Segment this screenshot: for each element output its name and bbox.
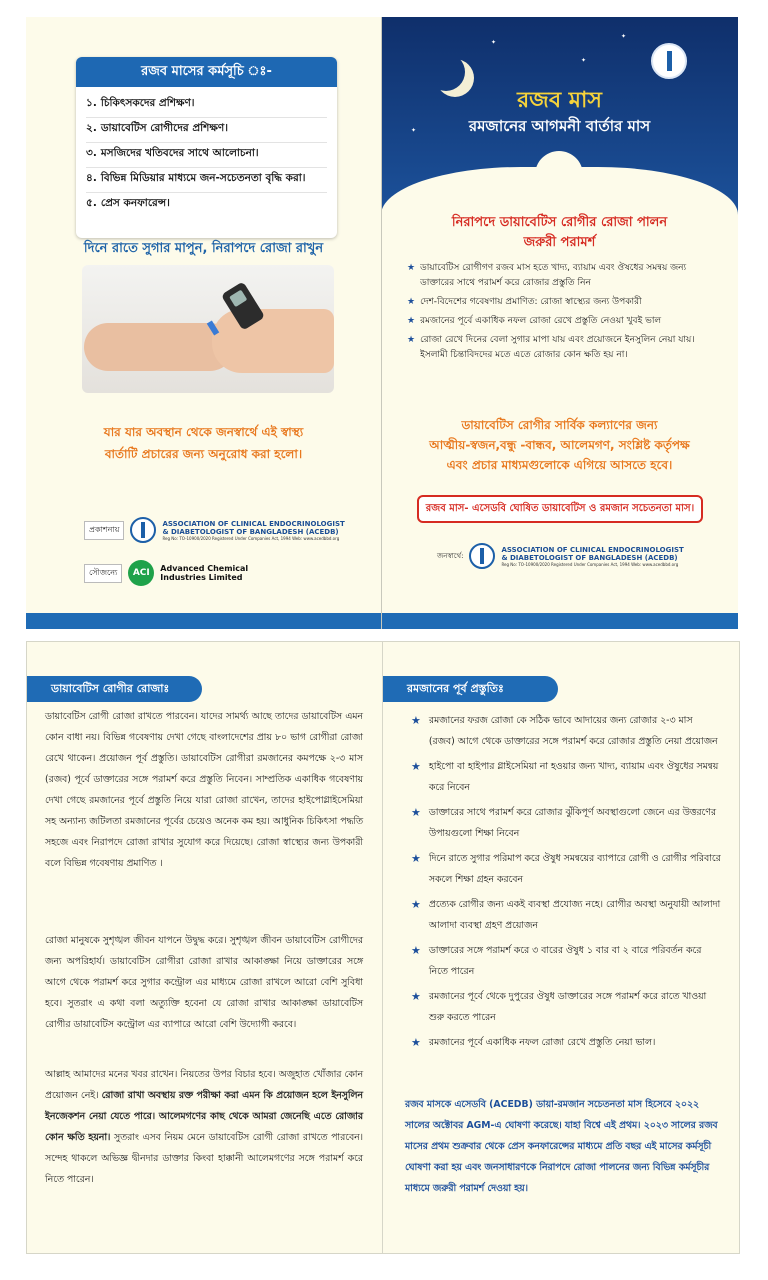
star-icon: ✦ bbox=[411, 127, 417, 134]
bottom-bar bbox=[381, 613, 738, 629]
advice-item: ★ রোজা রেখে দিনের বেলা সুগার মাপা যায় এবং প্রয়োজনে ইনসুলিন নেয়া যায়। ইসলামী চিন্তাবিদদের মতে এতে রোজার কোন ক্ষতি হয় না। bbox=[407, 333, 717, 363]
star-icon: ✦ bbox=[491, 39, 497, 46]
program-item: ১. চিকিৎসকদের প্রশিক্ষণ। bbox=[86, 93, 327, 118]
program-title: রজব মাসের কর্মসূচি ঃ- bbox=[76, 57, 337, 87]
preparation-item: ★ হাইপো বা হাইপার গ্লাইসেমিয়া না হওয়ার জন্য খাদ্য, ব্যায়াম এবং ঔষুধের সমন্বয় করে নিবেন bbox=[411, 756, 721, 798]
sponsor-name: Advanced Chemical Industries Limited bbox=[160, 564, 249, 582]
preparation-section-header: রমজানের পূর্ব প্রস্তুতিঃ bbox=[383, 676, 558, 702]
advice-item: ★ ডায়াবেটিস রোগীগণ রজব মাস হতে খাদ্য, ব্যায়াম এবং ঔষধের সমন্বয় জন্য ডাক্তারের সাথে পরামর্শ করে রোজার প্রস্তুতি নিন bbox=[407, 261, 717, 291]
sugar-heading: দিনে রাতে সুগার মাপুন, নিরাপদে রোজা রাখুন bbox=[83, 241, 324, 256]
star-bullet-icon: ★ bbox=[407, 297, 416, 307]
preparation-item: ★ দিনে রাতে সুগার পরিমাপ করে ঔষুধ সমন্বয়ের ব্যাপারে রোগী ও রোগীর পরিবারে সকলে শিক্ষা গ্রহন করবেন bbox=[411, 848, 721, 890]
star-bullet-icon: ★ bbox=[407, 316, 416, 326]
program-box bbox=[76, 57, 337, 238]
star-bullet-icon: ★ bbox=[411, 806, 421, 819]
star-bullet-icon: ★ bbox=[407, 263, 416, 273]
star-bullet-icon: ★ bbox=[411, 944, 421, 957]
acedb-logo-icon bbox=[469, 543, 495, 569]
welfare-text: ডায়াবেটিস রোগীর সার্বিক কল্যাণের জন্য আত্মীয়-স্বজন,বন্ধু -বান্ধব, আলেমগণ, সংশ্লিষ্ট কর্তৃপক্ষ এবং প্রচার মাধ্যমগুলোকে এগিয়ে আসতে হবে। bbox=[429, 418, 690, 472]
program-item: ৫. প্রেস কনফারেন্স। bbox=[86, 197, 170, 209]
acedb-logo-icon bbox=[651, 43, 687, 79]
preparation-item: ★ রমজানের ফরজ রোজা কে সঠিক ভাবে আদায়ের জন্য রোজার ২-৩ মাস (রজব) আগে থেকে ডাক্তারের সঙ্গে পরামর্শ করে রোজার প্রস্তুতি নেয়া প্রয়োজন bbox=[411, 710, 721, 752]
preparation-item: ★ ডাক্তারের সঙ্গে পরামর্শ করে ৩ বারের ঔষুধ ১ বার বা ২ বারে পরিবর্তন করে নিতে পারেন bbox=[411, 940, 721, 982]
star-icon: ✦ bbox=[581, 57, 587, 64]
advice-title: নিরাপদে ডায়াবেটিস রোগীর রোজা পালন জরুরী পরামর্শ bbox=[451, 215, 668, 250]
program-item: ২. ডায়াবেটিস রোগীদের প্রশিক্ষণ। bbox=[86, 118, 327, 143]
publisher-row bbox=[84, 517, 345, 543]
star-bullet-icon: ★ bbox=[411, 1036, 421, 1049]
publisher-name: ASSOCIATION OF CLINICAL ENDOCRINOLOGIST & DIABETOLOGIST OF BANGLADESH (ACEDB) Reg No: TO-10900/2020 Registered Under Companies Act, 1994 Web: www.acedbbd.org bbox=[162, 519, 345, 541]
preparation-panel bbox=[383, 641, 740, 1254]
fasting-panel bbox=[26, 641, 383, 1254]
advice-item: ★ দেশ-বিদেশের গবেষণায় প্রমাণিত: রোজা স্বাস্থ্যের জন্য উপকারী bbox=[407, 295, 717, 310]
cover-title: রজব মাস bbox=[517, 88, 602, 113]
courtesy-label: সৌজন্যে bbox=[84, 564, 122, 583]
fasting-paragraph-2: রোজা মানুষকে সুশৃঙ্খল জীবন যাপনে উদ্বুদ্ধ করে। সুশৃঙ্খল জীবন ডায়াবেটিস রোগীদের জন্য অপরিহার্য। ডায়াবেটিস রোগীরা রোজা রাখার আকাঙ্ক্ষা নিয়ে ডাক্তারের সঙ্গে আগে থেকে পরামর্শ করে সুগার কন্ট্রোল এর মাধ্যমে রোজা রাখলে আরো বেশি সুবিধা হবে। সুতরাং এ কথা বলা অত্যুক্তি হবেনা যে রোজা রাখার আকাঙ্ক্ষা ডায়াবেটিস রোগীর ডায়াবেটিস কন্ট্রোল এর ব্যাপারে আরো বেশি উদ্যোগী করবে। bbox=[45, 935, 363, 1030]
fold-line bbox=[381, 17, 382, 629]
awareness-month-box: রজব মাস- এসেডবি ঘোষিত ডায়াবেটিস ও রমজান সচেতনতা মাস। bbox=[417, 495, 703, 523]
preparation-item: ★ ডাক্তারের সাথে পরামর্শ করে রোজার ঝুঁকিপূর্ণ অবস্থাগুলো জেনে এর উত্তরণের উপায়গুলো শিক্ষা নিবেন bbox=[411, 802, 721, 844]
hand-shape bbox=[212, 309, 334, 373]
back-cover-panel bbox=[26, 17, 381, 629]
program-item: ৪. বিভিন্ন মিডিয়ার মাধ্যমে জন-সচেতনতা বৃদ্ধি করা। bbox=[86, 168, 327, 193]
advice-item: ★ রমজানের পূর্বে একাধিক নফল রোজা রেখে প্রস্তুতি নেওয়া খুবই ভাল bbox=[407, 314, 717, 329]
program-item: ৩. মসজিদের খতিবদের সাথে আলোচনা। bbox=[86, 143, 327, 168]
star-bullet-icon: ★ bbox=[411, 990, 421, 1003]
in-aid-label: জনস্বার্থে: bbox=[437, 552, 464, 560]
cover-subtitle: রমজানের আগমনী বার্তার মাস bbox=[468, 117, 651, 135]
star-bullet-icon: ★ bbox=[411, 898, 421, 911]
fasting-section-header: ডায়াবেটিস রোগীর রোজাঃ bbox=[27, 676, 202, 702]
org-name-block: ASSOCIATION OF CLINICAL ENDOCRINOLOGIST & DIABETOLOGIST OF BANGLADESH (ACEDB) Reg No: TO-10900/2020 Registered Under Companies Act, 1994 Web: www.acedbbd.org bbox=[501, 545, 684, 567]
mosque-arch-tip bbox=[535, 151, 583, 199]
glucose-meter-photo bbox=[82, 265, 334, 393]
acedb-awareness-note: রজব মাসকে এসেডবি (ACEDB) ডায়া-রমজান সচেতনতা মাস হিসেবে ২০২২ সালের অক্টোবর AGM-এ ঘোষণা করেছে। যাহা বিশ্বে এই প্রথম। ২০২৩ সালের রজব মাসের প্রথম শুক্রবার থেকে প্রেস কনফারেন্সের মাধ্যমে প্রতি বছর এই মাসের কর্মসূচী ঘোষণা করা হয় এবং জনসাধারণকে নিরাপদে রোজা পালনের জন্য বিভিন্ন কর্মসূচীর মাধ্যমে জরুরী পরামর্শ দেওয়া হয়। bbox=[405, 1099, 718, 1194]
star-icon: ✦ bbox=[621, 33, 627, 40]
preparation-list bbox=[411, 710, 721, 1057]
in-aid-row bbox=[437, 543, 684, 569]
request-text: যার যার অবস্থান থেকে জনস্বার্থে এই স্বাস্থ্য বার্তাটি প্রচারের জন্য অনুরোধ করা হলো। bbox=[103, 425, 304, 461]
star-bullet-icon: ★ bbox=[411, 852, 421, 865]
acedb-logo-icon bbox=[130, 517, 156, 543]
preparation-item: ★ রমজানের পূর্বে একাধিক নফল রোজা রেখে প্রস্তুতি নেয়া ভাল। bbox=[411, 1032, 721, 1053]
star-bullet-icon: ★ bbox=[407, 335, 416, 345]
advice-list bbox=[407, 261, 717, 367]
published-by-label: প্রকাশনায় bbox=[84, 521, 124, 540]
bottom-bar bbox=[26, 613, 381, 629]
star-bullet-icon: ★ bbox=[411, 714, 421, 727]
front-cover-panel bbox=[381, 17, 738, 629]
program-list bbox=[76, 87, 337, 223]
fasting-paragraph-1: ডায়াবেটিস রোগী রোজা রাখতে পারবেন। যাদের সামর্থ্য আছে তাদের ডায়াবেটিস এমন কোন বাধা নয়। বিভিন্ন গবেষণায় দেখা গেছে বাংলাদেশের প্রায় ৮০ ভাগ রোগীরা রোজা রেখে থাকেন। প্রয়োজন পূর্ব প্রস্তুতি। ডায়াবেটিস রোগীরা রমজানের কমপক্ষে ২-৩ মাস (রজব) পূর্বে ডাক্তারের সঙ্গে পরামর্শ করে প্রস্তুতি নিবেন। সাম্প্রতিক একাধিক গবেষণায় দেখা গেছে রমজানের পূর্বে প্রস্তুতি নিয়ে যারা রোজা রাখেন, তাদের হাইপোগ্লাইসেমিয়া সহ অন্যান্য জটিলতা রমজানের পূর্বের চেয়েও অনেক কম হয়। আধুনিক চিকিৎসা পদ্ধতি সহজে এবং নিরাপদে রোজা রাখার সুযোগ করে দিয়েছে। রোজা স্বাস্থ্যের জন্য উপকারী বলে বিভিন্ন গবেষণায় প্রমাণিত । bbox=[45, 711, 363, 869]
star-bullet-icon: ★ bbox=[411, 760, 421, 773]
preparation-item: ★ রমজানের পূর্বে থেকে দুপুরের ঔষুধ ডাক্তারের সঙ্গে পরামর্শ করে রাতে খাওয়া শুরু করতে পারেন bbox=[411, 986, 721, 1028]
fasting-paragraph-3: আল্লাহ আমাদের মনের খবর রাখেন। নিয়তের উপর বিচার হবে। অজুহাত খোঁজার কোন প্রয়োজন নেই। রোজা রাখা অবস্থায় রক্ত পরীক্ষা করা এমন কি প্রয়োজন হলে ইনসুলিন ইনজেকশন নেয়া যেতে পারে। আলেমগণের কাছ থেকে আমরা জেনেছি এতে রোজার কোন ক্ষতি হয়না। সুতরাং এসব নিয়ম মেনে ডায়াবেটিস রোগী রোজা রাখতে পারবেন। সন্দেহ থাকলে অভিজ্ঞ দ্বীনদার ডাক্তার কিংবা হাক্কানী আলেমগণের সঙ্গে পরামর্শ করে নিতে পারেন। bbox=[45, 1069, 363, 1185]
preparation-item: ★ প্রত্যেক রোগীর জন্য একই ব্যবস্থা প্রযোজ্য নহে। রোগীর অবস্থা অনুযায়ী আলাদা আলাদা ব্যবস্থা গ্রহণ প্রয়োজন bbox=[411, 894, 721, 936]
aci-logo-icon: ACI bbox=[128, 560, 154, 586]
sponsor-row bbox=[84, 560, 248, 586]
